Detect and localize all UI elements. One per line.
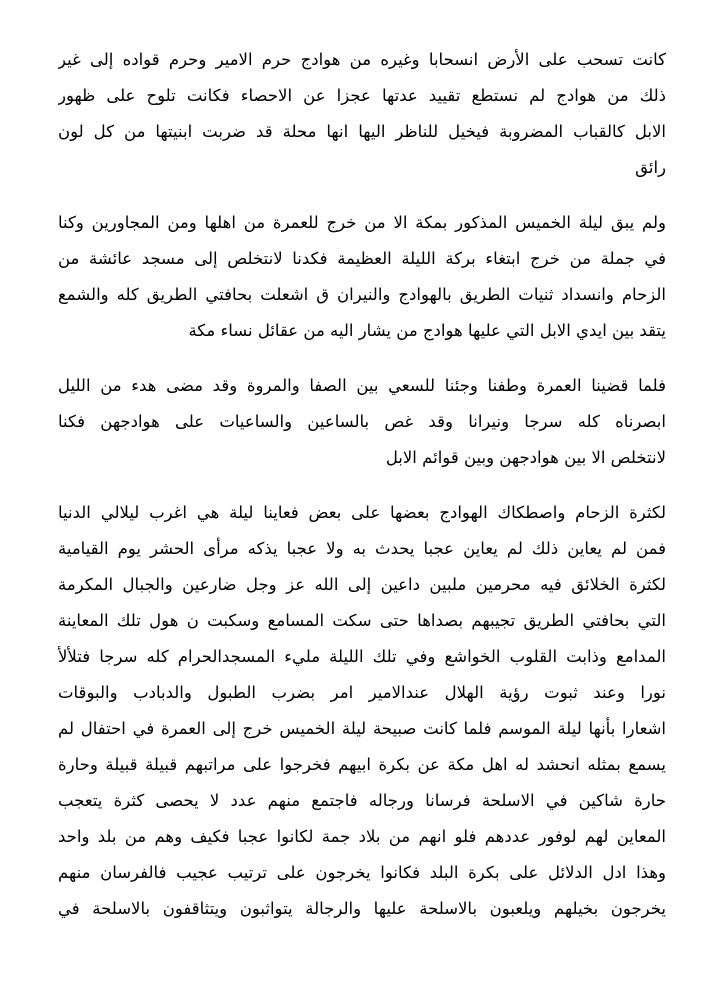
text-line: في جملة من خرج ابتغاء بركة الليلة العظيمة فكدنا لانتخلص إلى مسجد عائشة من — [58, 249, 666, 268]
text-line: المدامع وذابت القلوب الخواشع وفي تلك الليلة مليء المسجدالحرام كله سرجا فتلألأ — [58, 647, 666, 666]
text-line: رائق — [635, 158, 666, 177]
text-line: يخرجون بخيلهم ويلعبون بالاسلحة عليها والرجالة يتواثبون ويتثاقفون بالاسلحة في — [58, 899, 666, 918]
text-line: ابصرناه كله سرجا ونيرانا وقد غص بالساعين والساعيات على هوادجهن فكنا — [58, 412, 666, 431]
text-line: نورا وعند ثبوت رؤية الهلال عندالامير امر بضرب الطبول والدبادب والبوقات — [58, 683, 666, 702]
text-line: التي بحافتي الطريق تجيبهم بصداها حتى سكت المسامع وسكبت ن هول تلك المعاينة — [58, 611, 666, 630]
text-line: فمن لم يعاين ذلك لم يعاين عجبا يحدث به ولا عجبا يذكه مرأى الحشر يوم القيامية — [58, 539, 666, 558]
text-line: لكثرة الزحام واصطكاك الهوادج بعضها على بعض فعاينا ليلة هي اغرب ليلالي الدنيا — [58, 503, 666, 522]
text-line: ذلك من هوادج لم نستطع تقييد عدتها عجزا عن الاحصاء فكانت تلوح على ظهور — [58, 86, 666, 105]
paragraph-gap — [58, 476, 666, 495]
paragraph-3 — [58, 368, 666, 476]
text-line: حارة شاكين في الاسلحة فرسانا ورجاله فاجتمع منهم عدد لا يحصى كثرة يتعجب — [58, 791, 666, 810]
paragraph-4 — [58, 495, 666, 927]
text-line: لكثرة الخلائق فيه محرمين ملبين داعين إلى الله عز وجل ضارعين والجبال المكرمة — [58, 575, 666, 594]
text-line: كانت تسحب على الأرض انسحابا وغيره من هوادج حرم الامير وحرم قواده إلى غير — [58, 50, 666, 69]
text-line: لانتخلص الا بين هوادجهن وبين قوائم الابل — [385, 448, 666, 467]
paragraph-1 — [58, 42, 666, 186]
text-line: وهذا ادل الدلائل على بكرة البلد فكانوا يخرجون على ترتيب عجيب فالفرسان منهم — [58, 863, 666, 882]
text-line: الابل كالقباب المضروبة فيخيل للناظر اليها انها محلة قد ضربت ابنيتها من كل لون — [58, 122, 666, 141]
paragraph-2 — [58, 205, 666, 349]
paragraph-gap — [58, 349, 666, 368]
text-line: يسمع بمثله انحشد له اهل مكة عن بكرة ابيهم فخرجوا على مراتبهم قبيلة قبيلة وحارة — [58, 755, 666, 774]
text-line: ولم يبق ليلة الخميس المذكور بمكة الا من خرج للعمرة من اهلها ومن المجاورين وكنا — [58, 213, 666, 232]
document-page — [58, 42, 666, 927]
text-line: فلما قضينا العمرة وطفنا وجئنا للسعي بين الصفا والمروة وقد مضى هدء من الليل — [58, 376, 666, 395]
text-line: يتقد بين ايدي الابل التي عليها هوادج من يشار اليه من عقائل نساء مكة — [188, 321, 666, 340]
text-line: المعاين لهم لوفور عددهم فلو انهم من بلاد جمة لكانوا عجبا فكيف وهم من بلد واحد — [58, 827, 666, 846]
text-line: اشعارا بأنها ليلة الموسم فلما كانت صبيحة ليلة الخميس خرج إلى العمرة في احتفال لم — [58, 719, 666, 738]
paragraph-gap — [58, 186, 666, 205]
text-line: الزحام وانسداد ثنيات الطريق بالهوادج والنيران ق اشعلت بحافتي الطريق كله والشمع — [58, 285, 666, 304]
